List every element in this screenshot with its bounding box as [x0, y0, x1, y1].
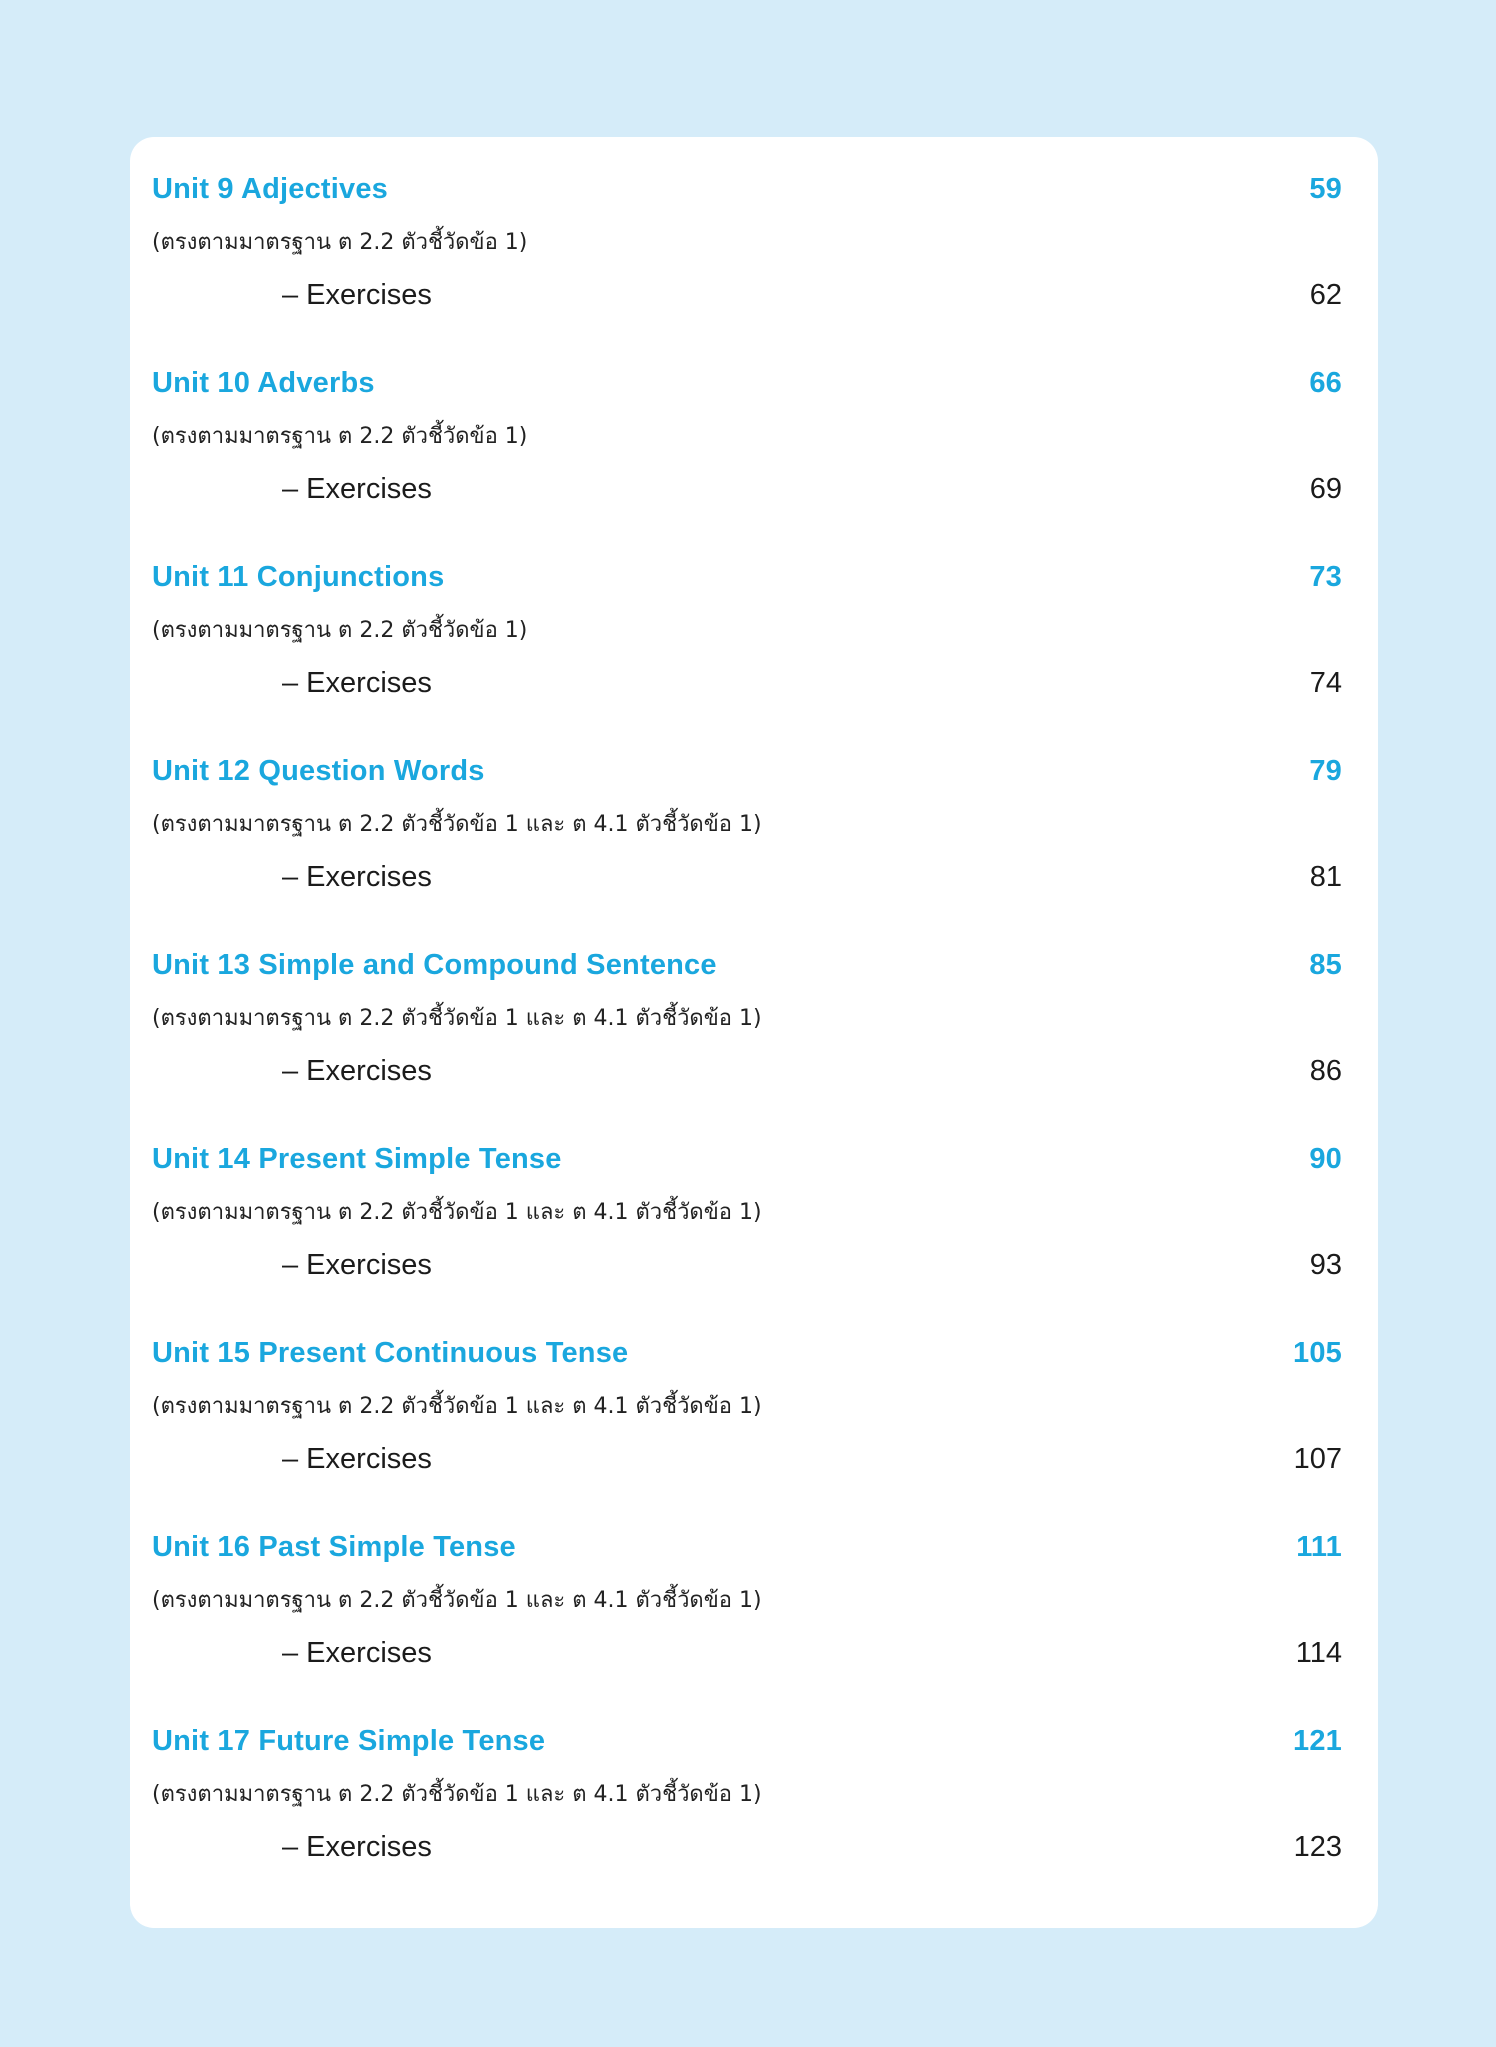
unit-standard: (ตรงตามมาตรฐาน ต 2.2 ตัวชี้วัดข้อ 1 และ ต 4.1 ตัวชี้วัดข้อ 1) [152, 1200, 762, 1225]
exercises-label: – Exercises [282, 860, 432, 893]
exercises-page: 81 [1309, 860, 1342, 893]
exercises-label: – Exercises [282, 1830, 432, 1863]
exercises-label: – Exercises [282, 1054, 432, 1087]
exercises-page: 123 [1293, 1830, 1342, 1863]
exercises-entry[interactable] [152, 275, 1342, 315]
unit-heading[interactable] [152, 1139, 1342, 1179]
toc-unit [152, 735, 1342, 925]
unit-title: Unit 13 Simple and Compound Sentence [152, 948, 717, 981]
unit-heading[interactable] [152, 751, 1342, 791]
exercises-page: 93 [1309, 1248, 1342, 1281]
unit-page: 79 [1309, 754, 1342, 787]
exercises-entry[interactable] [152, 857, 1342, 897]
toc-unit [152, 153, 1342, 343]
toc-card [130, 137, 1378, 1928]
unit-page: 90 [1309, 1142, 1342, 1175]
exercises-entry[interactable] [152, 469, 1342, 509]
exercises-label: – Exercises [282, 278, 432, 311]
toc-unit [152, 1123, 1342, 1313]
unit-title: Unit 12 Question Words [152, 754, 485, 787]
exercises-entry[interactable] [152, 1827, 1342, 1867]
exercises-page: 107 [1293, 1442, 1342, 1475]
toc-unit [152, 1317, 1342, 1507]
exercises-label: – Exercises [282, 472, 432, 505]
exercises-label: – Exercises [282, 666, 432, 699]
exercises-entry[interactable] [152, 1439, 1342, 1479]
exercises-page: 62 [1309, 278, 1342, 311]
toc-unit [152, 541, 1342, 731]
exercises-label: – Exercises [282, 1636, 432, 1669]
unit-heading[interactable] [152, 1333, 1342, 1373]
toc-unit [152, 929, 1342, 1119]
unit-heading[interactable] [152, 363, 1342, 403]
unit-title: Unit 15 Present Continuous Tense [152, 1336, 629, 1369]
unit-page: 121 [1293, 1724, 1342, 1757]
toc-unit [152, 347, 1342, 537]
unit-page: 111 [1296, 1530, 1342, 1563]
exercises-entry[interactable] [152, 1051, 1342, 1091]
exercises-entry[interactable] [152, 1633, 1342, 1673]
unit-heading[interactable] [152, 169, 1342, 209]
unit-title: Unit 14 Present Simple Tense [152, 1142, 562, 1175]
exercises-label: – Exercises [282, 1248, 432, 1281]
exercises-page: 86 [1309, 1054, 1342, 1087]
unit-title: Unit 17 Future Simple Tense [152, 1724, 546, 1757]
exercises-page: 69 [1309, 472, 1342, 505]
unit-standard: (ตรงตามมาตรฐาน ต 2.2 ตัวชี้วัดข้อ 1) [152, 230, 528, 255]
unit-page: 85 [1309, 948, 1342, 981]
unit-standard: (ตรงตามมาตรฐาน ต 2.2 ตัวชี้วัดข้อ 1) [152, 424, 528, 449]
unit-title: Unit 11 Conjunctions [152, 560, 445, 593]
exercises-page: 114 [1295, 1636, 1342, 1669]
unit-standard: (ตรงตามมาตรฐาน ต 2.2 ตัวชี้วัดข้อ 1) [152, 618, 528, 643]
unit-page: 73 [1309, 560, 1342, 593]
unit-title: Unit 9 Adjectives [152, 172, 389, 205]
unit-heading[interactable] [152, 1721, 1342, 1761]
unit-standard: (ตรงตามมาตรฐาน ต 2.2 ตัวชี้วัดข้อ 1 และ ต 4.1 ตัวชี้วัดข้อ 1) [152, 1782, 762, 1807]
unit-heading[interactable] [152, 1527, 1342, 1567]
exercises-page: 74 [1309, 666, 1342, 699]
unit-title: Unit 16 Past Simple Tense [152, 1530, 516, 1563]
exercises-entry[interactable] [152, 663, 1342, 703]
unit-page: 105 [1293, 1336, 1342, 1369]
unit-standard: (ตรงตามมาตรฐาน ต 2.2 ตัวชี้วัดข้อ 1 และ ต 4.1 ตัวชี้วัดข้อ 1) [152, 1394, 762, 1419]
unit-standard: (ตรงตามมาตรฐาน ต 2.2 ตัวชี้วัดข้อ 1 และ ต 4.1 ตัวชี้วัดข้อ 1) [152, 1006, 762, 1031]
unit-page: 59 [1309, 172, 1342, 205]
toc-unit [152, 1511, 1342, 1701]
unit-heading[interactable] [152, 557, 1342, 597]
unit-heading[interactable] [152, 945, 1342, 985]
unit-standard: (ตรงตามมาตรฐาน ต 2.2 ตัวชี้วัดข้อ 1 และ ต 4.1 ตัวชี้วัดข้อ 1) [152, 1588, 762, 1613]
toc-unit [152, 1705, 1342, 1895]
unit-page: 66 [1309, 366, 1342, 399]
unit-title: Unit 10 Adverbs [152, 366, 375, 399]
exercises-label: – Exercises [282, 1442, 432, 1475]
unit-standard: (ตรงตามมาตรฐาน ต 2.2 ตัวชี้วัดข้อ 1 และ ต 4.1 ตัวชี้วัดข้อ 1) [152, 812, 762, 837]
exercises-entry[interactable] [152, 1245, 1342, 1285]
